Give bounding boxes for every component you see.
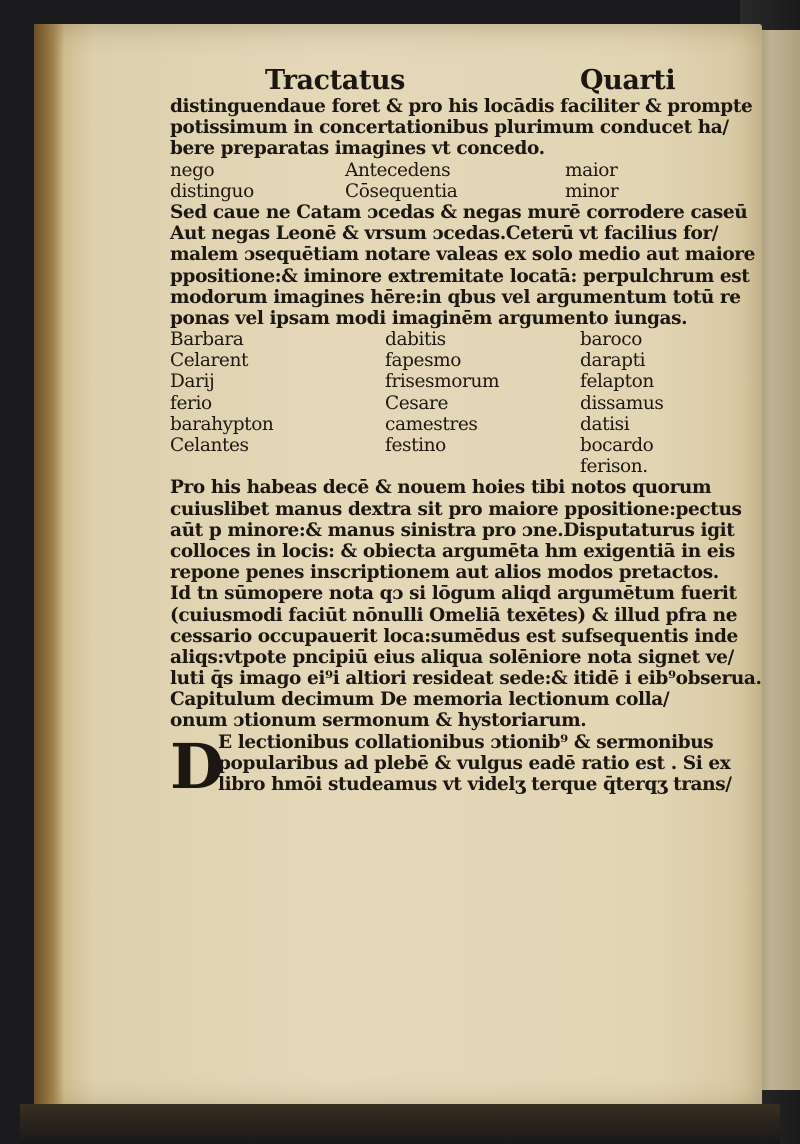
mood-cell: felapton [580,371,654,393]
text-line: distinguendaue foret & pro his locādis faciliter & prompte [170,96,753,117]
paragraph-1 [170,96,760,160]
mood-cell: bocardo [580,435,654,456]
text-line: cessario occupauerit loca:sumēdus est sufsequentis inde [170,625,738,647]
text-line: (cuiusmodi faciūt nōnulli Omeliā texētes) & illud pfra ne [170,604,738,626]
page-text [170,65,762,803]
terms-table [170,160,760,202]
terms-row [170,181,760,202]
mood-cell: baroco [580,329,642,351]
text-line: Id tn sūmopere nota qɔ si lōgum aliqd argumētum fuerit [170,583,737,605]
drop-cap: D [170,729,224,803]
moods-table [170,329,760,477]
term-cell: Cōsequentia [345,180,458,202]
text-line: E lectionibus collationibus ɔtionib⁹ & sermonibus [218,731,714,753]
header-right: Quarti [580,65,676,96]
mood-cell: Barbara [170,329,244,351]
text-line: Aut negas Leonē & vrsum ɔcedas.Ceterū vt facilius for/ [170,223,719,245]
text-line: ppositione:& iminore extremitate locatā: perpulchrum est [170,265,750,287]
mood-cell: datisi [580,413,630,435]
text-line: luti q̄s imago ei⁹i altiori resideat sede:& itidē i eib⁹obserua. [170,668,762,690]
mood-cell: frisesmorum [385,371,500,393]
text-line: colloces in locis: & obiecta argumēta hm exigentiā in eis [170,540,735,562]
chapter-heading-line: onum ɔtionum sermonum & hystoriarum. [170,710,587,732]
moods-row [170,435,760,456]
text-line: repone penes inscriptionem aut alios modos pretactos. [170,562,719,584]
term-cell: minor [565,180,619,202]
mood-cell: Cesare [385,392,449,414]
chapter-heading [170,689,760,731]
final-paragraph [170,729,760,803]
header-left: Tractatus [265,65,405,96]
mood-cell: Celantes [170,435,249,456]
moods-row [170,350,760,371]
term-cell: nego [170,159,215,181]
paragraph-3 [170,477,760,583]
text-line: modorum imagines hēre:in qbus vel argumentum totū re [170,286,741,308]
mood-cell: camestres [385,413,478,435]
text-line: malem ɔsequētiam notare valeas ex solo medio aut maiore [170,244,755,266]
text-line: aūt p minore:& manus sinistra pro ɔne.Disputaturus igit [170,519,735,541]
text-line: bere preparatas imagines vt concedo. [170,138,545,160]
mood-cell: dabitis [385,329,446,351]
book-bottom-edge [20,1104,780,1144]
terms-row [170,160,760,181]
moods-row [170,393,760,414]
term-cell: distinguo [170,180,254,202]
mood-cell: Darij [170,371,215,393]
paragraph-4 [170,583,760,689]
running-header [170,66,760,96]
text-line: potissimum in concertationibus plurimum conducet ha/ [170,117,729,139]
text-line: aliqs:vtpote pncipiū eius aliqua solēniore nota signet ve/ [170,646,734,668]
mood-cell: Celarent [170,350,248,372]
mood-cell: ferison. [580,456,648,478]
mood-cell: darapti [580,350,646,372]
term-cell: Antecedens [345,159,451,181]
mood-cell: barahypton [170,413,274,435]
moods-row [170,371,760,392]
text-line: libro hmōi studeamus vt videlʒ terque q̄terqʒ trans/ [218,774,732,795]
term-cell: maior [565,159,618,181]
page-gutter [34,24,64,1110]
moods-row [170,414,760,435]
text-line: Pro his habeas decē & nouem hoies tibi notos quorum [170,477,712,499]
mood-cell: festino [385,435,446,456]
mood-cell: ferio [170,392,212,414]
mood-cell: dissamus [580,392,664,414]
moods-row [170,329,760,350]
text-line: ponas vel ipsam modi imaginēm argumento iungas. [170,307,688,329]
moods-row [170,456,760,477]
text-line: popularibus ad plebē & vulgus eadē ratio est . Si ex [218,752,731,774]
text-line: Sed caue ne Catam ɔcedas & negas murē corrodere caseū [170,201,748,223]
mood-cell: fapesmo [385,350,462,372]
paragraph-2 [170,202,760,329]
text-line: cuiuslibet manus dextra sit pro maiore ppositione:pectus [170,498,742,520]
chapter-heading-line: Capitulum decimum De memoria lectionum colla/ [170,689,670,711]
